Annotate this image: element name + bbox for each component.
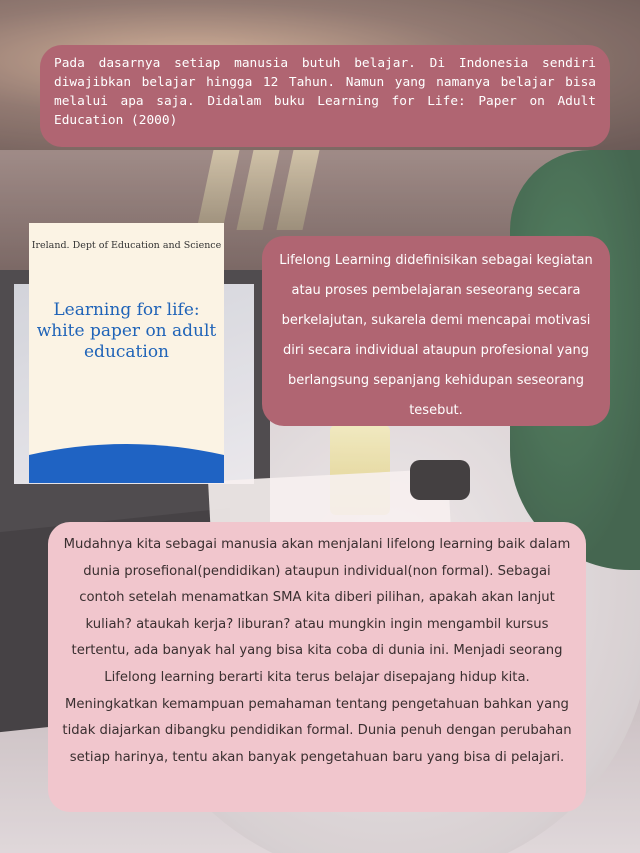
intro-text-box bbox=[40, 45, 610, 147]
main-text: Mudahnya kita sebagai manusia akan menjalani lifelong learning baik dalam dunia prosefional(pendidikan) ataupun individual(non formal). Sebagai contoh setelah menamatkan SMA kita diberi pilihan, apakah akan lanjut kuliah? ataukah kerja? liburan? atau mungkin ingin mengambil kursus tertentu, ada banyak hal yang bisa kita coba di dunia ini. Menjadi seorang Lifelong learning berarti kita terus belajar disepajang hidup kita. Meningkatkan kemampuan pemahaman tentang pengetahuan bahkan yang tidak diajarkan dibangku pendidikan formal. Dunia penuh dengan perubahan setiap harinya, tentu akan banyak pengetahuan baru yang bisa di pelajari. bbox=[62, 537, 572, 765]
intro-text: Pada dasarnya setiap manusia butuh belajar. Di Indonesia sendiri diwajibkan belajar hingga 12 Tahun. Namun yang namanya belajar bisa melalui apa saja. Didalam buku Learning for Life: Paper on Adult Education (2000) bbox=[54, 56, 596, 128]
definition-text-box bbox=[262, 236, 610, 426]
book-author: Ireland. Dept of Education and Science bbox=[31, 240, 222, 251]
book-title: Learning for life: white paper on adult education bbox=[36, 300, 217, 362]
main-text-box bbox=[48, 522, 586, 812]
cover-wave-decoration bbox=[29, 433, 224, 483]
book-cover bbox=[29, 223, 224, 483]
definition-text: Lifelong Learning didefinisikan sebagai kegiatan atau proses pembelajaran seseorang secara berkelajutan, sukarela demi mencapai motivasi diri secara individual ataupun profesional yang berlangsung sepanjang kehidupan seseorang tesebut. bbox=[279, 253, 593, 418]
